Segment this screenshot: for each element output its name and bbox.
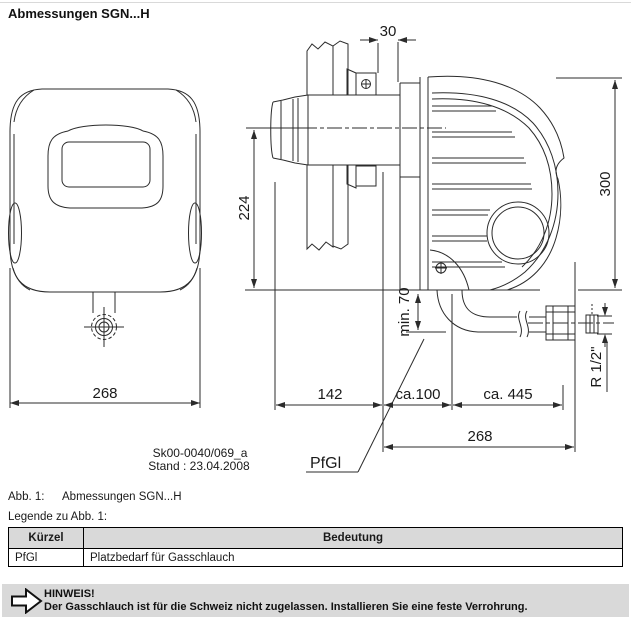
notice-text: Der Gasschlauch ist für die Schweiz nicht zugelassen. Installieren Sie eine feste Verrohrung. bbox=[44, 600, 528, 613]
doc-number-block bbox=[148, 446, 250, 473]
notice-arrow-icon bbox=[10, 588, 44, 614]
pfgl-label: PfGl bbox=[310, 455, 342, 472]
page-title: Abmessungen SGN...H bbox=[8, 6, 150, 21]
dim-front-width: 268 bbox=[92, 385, 118, 402]
notice-banner bbox=[2, 584, 629, 617]
dim-bottom-width: 268 bbox=[467, 428, 493, 445]
dim-body-height: 300 bbox=[597, 171, 614, 197]
figure-caption-title: Abmessungen SGN...H bbox=[62, 491, 182, 503]
legend-table-header-row bbox=[9, 528, 623, 549]
dim-flange: 30 bbox=[379, 23, 397, 40]
legend-header-bedeutung: Bedeutung bbox=[84, 528, 623, 549]
legend-header-kuerzel: Kürzel bbox=[9, 528, 84, 549]
dim-thread: R 1/2" bbox=[588, 346, 605, 388]
doc-date: Stand : 23.04.2008 bbox=[148, 459, 250, 473]
doc-number: Sk00-0040/069_a bbox=[152, 446, 248, 460]
side-view bbox=[245, 41, 614, 340]
legend-heading: Legende zu Abb. 1: bbox=[8, 511, 108, 523]
figure-caption-label: Abb. 1: bbox=[8, 491, 45, 503]
legend-cell-kuerzel: PfGl bbox=[9, 549, 84, 567]
dim-min-clearance: min. 70 bbox=[396, 287, 413, 337]
notice-text-block bbox=[44, 588, 528, 614]
dim-tube-depth: 142 bbox=[317, 386, 343, 403]
dim-axis-height: 224 bbox=[236, 195, 253, 221]
notice-title: HINWEIS! bbox=[44, 587, 95, 600]
dimensions bbox=[236, 23, 622, 472]
legend-table-row bbox=[9, 549, 623, 567]
figure-caption bbox=[8, 491, 182, 503]
dim-hose-space: ca.100 bbox=[395, 386, 441, 403]
legend-cell-bedeutung: Platzbedarf für Gasschlauch bbox=[84, 549, 623, 567]
dim-hose-length: ca. 445 bbox=[483, 386, 533, 403]
front-view bbox=[9, 89, 202, 408]
legend-table bbox=[8, 527, 623, 567]
